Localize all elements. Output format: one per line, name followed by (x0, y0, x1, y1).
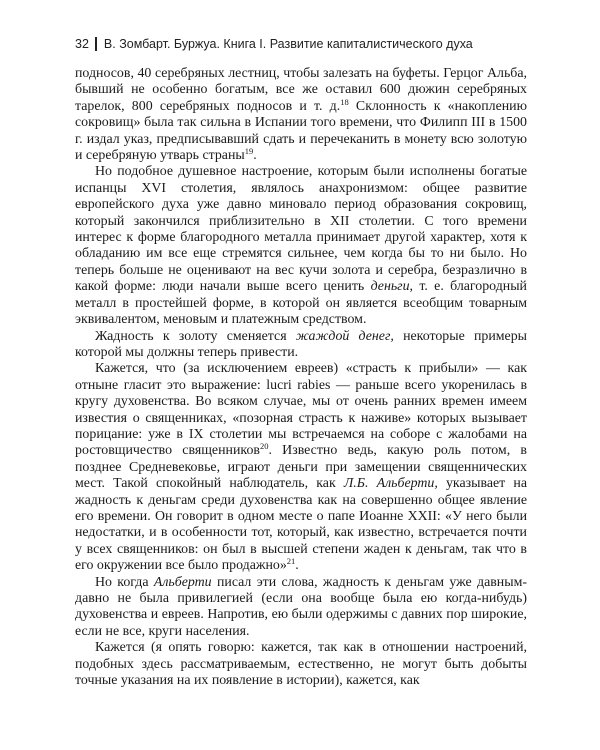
text-run: Кажется, что (за исключением евреев) «страсть к прибыли» — как отныне гласит это выражение: lucri rabies — раньше всего укоренилась в кругу духовенства. Во всяком случае, мы от очень ранних времен имеем известия о священниках, «позорная страсть к наживе» которых вызывает порицание: уже в IX столетии мы встречаемся на соборе с жалобами на ростовщичество священников (75, 361, 527, 459)
running-header (75, 37, 545, 51)
footnote-ref: 21 (286, 556, 296, 567)
text-run: писал эти слова, жадность к деньгам уже давным-давно не была привилегией (если она вообще была ею когда-нибудь) духовенства и евреев. Напротив, ею были одержимы с давних пор широкие, если не все, круги населения. (75, 574, 527, 639)
italic-text: Альберти (153, 574, 212, 590)
text-run: Склонность к «накоплению сокровищ» была так сильна в Испании того времени, что Филипп III в 1500 г. издал указ, предписывавший сдать и перечеканить в монету всю золотую и серебряную утварь страны (75, 98, 527, 164)
italic-text: Л.Б. Альберти, (343, 476, 438, 492)
text-run: Но когда (95, 574, 154, 590)
footnote-ref: 19 (244, 146, 254, 157)
paragraph (75, 329, 527, 362)
text-run: . Известно ведь, какую роль потом, в позднее Средневековье, играют деньги при замещении священнических мест. Такой спокойный наблюдатель, как (75, 443, 527, 492)
paragraph (75, 361, 527, 574)
paragraph (75, 575, 527, 641)
paragraph (75, 164, 527, 328)
italic-text: жаждой денег, (295, 328, 394, 344)
text-run: указывает на жадность к деньгам среди духовенства как на совершенно общее явление его времени. Он говорит в одном месте о папе Иоанне XXII: «У него были недостатки, и в особенности тот, который, как известно, встречается почти у всех священников: он был в высшей степени жаден к деньгам, так что в его окружении все было продажно» (75, 476, 527, 574)
text-run: некоторые примеры которой мы должны теперь привести. (75, 328, 527, 360)
text-run: Но подобное душевное настроение, которым были исполнены богатые испанцы XVI столетия, являлось анахронизмом: общее развитие европейского духа уже давно миновало период образования сокровищ, который закончился приблизительно в XII столетии. С того времени интерес к форме благородного металла принимает другой характер, хотя к обладанию им все еще стремятся сильнее, чем когда бы то ни было. Но теперь больше не оценивают на вес кучи золота и серебра, безразлично в какой форме: люди начали выше всего ценить (75, 164, 527, 295)
text-run: подносов, 40 серебряных лестниц, чтобы залезать на буфеты. Герцог Альба, бывший не особенно богатым, все же оставил 600 дюжин серебряных тарелок, 800 серебряных подносов и т. д. (75, 66, 527, 114)
paragraph (75, 640, 527, 689)
running-title: В. Зомбарт. Буржуа. Книга I. Развитие капиталистического духа (103, 37, 473, 51)
text-run: Кажется (я опять говорю: кажется, так как в отношении настроений, подобных здесь рассматриваемым, естественно, не могут быть добыты точные указания на их появление в истории), кажется, как (75, 640, 527, 689)
italic-text: деньги (370, 279, 410, 295)
paragraph (75, 66, 527, 164)
text-run: , т. е. благородный металл в простейшей форме, в которой он является всеобщим товарным эквивалентом, меновым и платежным средством. (75, 279, 527, 328)
page-number: 32 (75, 37, 89, 51)
footnote-ref: 18 (340, 96, 349, 107)
body-text (75, 66, 527, 689)
header-divider (95, 37, 97, 51)
text-run: . (253, 148, 257, 164)
text-run: . (295, 558, 299, 574)
text-run: Жадность к золоту сменяется (95, 328, 296, 344)
footnote-ref: 20 (259, 441, 269, 452)
